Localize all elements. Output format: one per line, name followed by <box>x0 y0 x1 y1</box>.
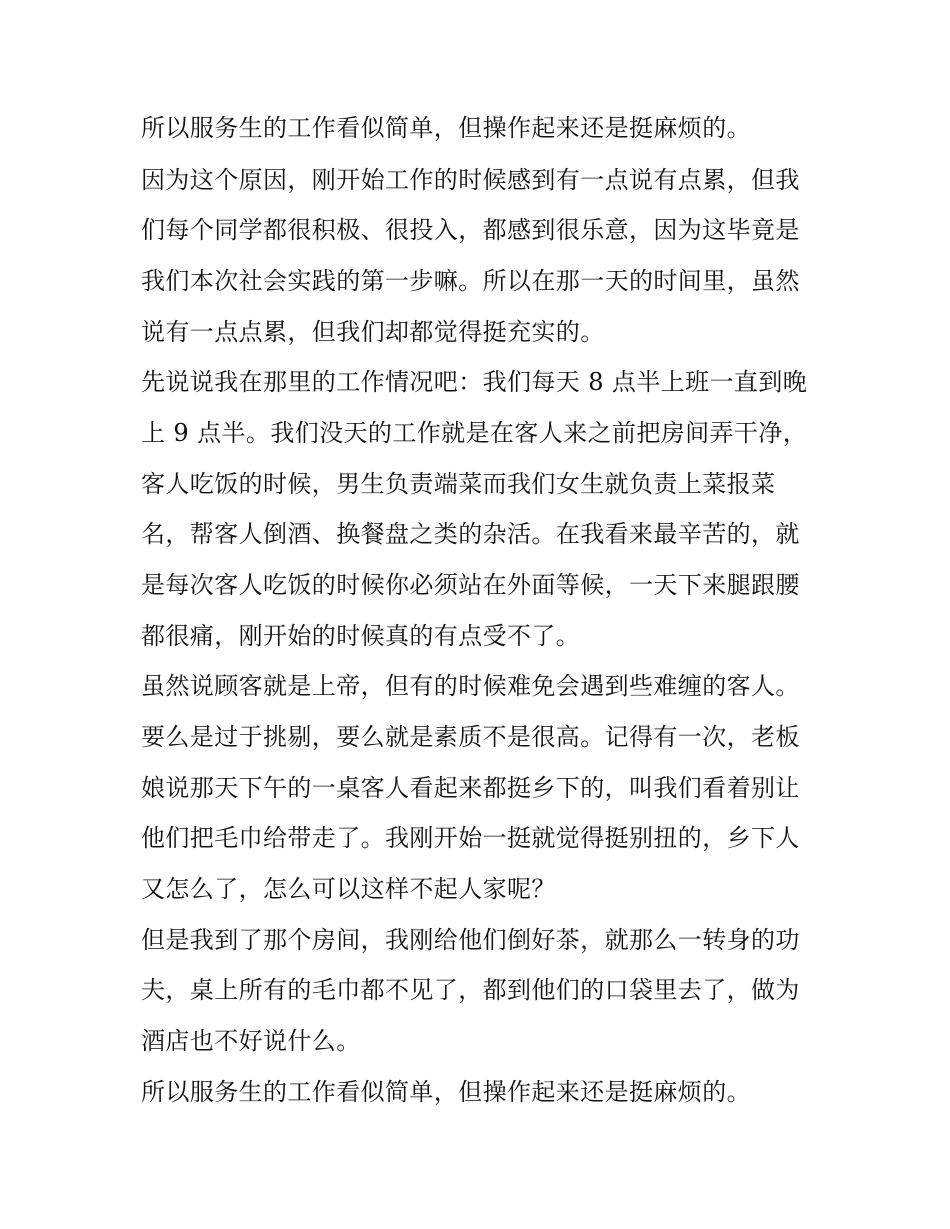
text-line: 上 9 点半。我们没天的工作就是在客人来之前把房间弄干净， <box>141 419 808 447</box>
text-line: 说有一点点累，但我们却都觉得挺充实的。 <box>141 318 605 346</box>
text-line: 先说说我在那里的工作情况吧：我们每天 8 点半上班一直到晚 <box>141 368 808 396</box>
text-line: 但是我到了那个房间，我刚给他们倒好茶，就那么一转身的功 <box>141 926 800 954</box>
text-line: 所以服务生的工作看似简单，但操作起来还是挺麻烦的。 <box>141 114 751 142</box>
text-line: 他们把毛巾给带走了。我刚开始一挺就觉得挺别扭的，乡下人 <box>141 824 800 852</box>
text-line: 虽然说顾客就是上帝，但有的时候难免会遇到些难缠的客人。 <box>141 672 800 700</box>
text-line: 又怎么了，怎么可以这样不起人家呢？ <box>141 875 556 903</box>
text-line: 要么是过于挑剔，要么就是素质不是很高。记得有一次，老板 <box>141 723 800 751</box>
text-line: 因为这个原因，刚开始工作的时候感到有一点说有点累，但我 <box>141 166 800 194</box>
text-line: 都很痛，刚开始的时候真的有点受不了。 <box>141 622 581 650</box>
text-line: 们每个同学都很积极、很投入，都感到很乐意，因为这毕竟是 <box>141 216 800 244</box>
text-line: 娘说那天下午的一桌客人看起来都挺乡下的，叫我们看着别让 <box>141 774 800 802</box>
text-line: 客人吃饭的时候，男生负责端菜而我们女生就负责上菜报菜 <box>141 470 776 498</box>
text-line: 是每次客人吃饭的时候你必须站在外面等候，一天下来腿跟腰 <box>141 571 800 599</box>
text-line: 我们本次社会实践的第一步嘛。所以在那一天的时间里，虽然 <box>141 267 800 295</box>
text-line: 夫，桌上所有的毛巾都不见了，都到他们的口袋里去了，做为 <box>141 976 800 1004</box>
text-line: 酒店也不好说什么。 <box>141 1027 361 1055</box>
text-line: 名，帮客人倒酒、换餐盘之类的杂活。在我看来最辛苦的，就 <box>141 520 800 548</box>
text-line: 所以服务生的工作看似简单，但操作起来还是挺麻烦的。 <box>141 1078 751 1106</box>
